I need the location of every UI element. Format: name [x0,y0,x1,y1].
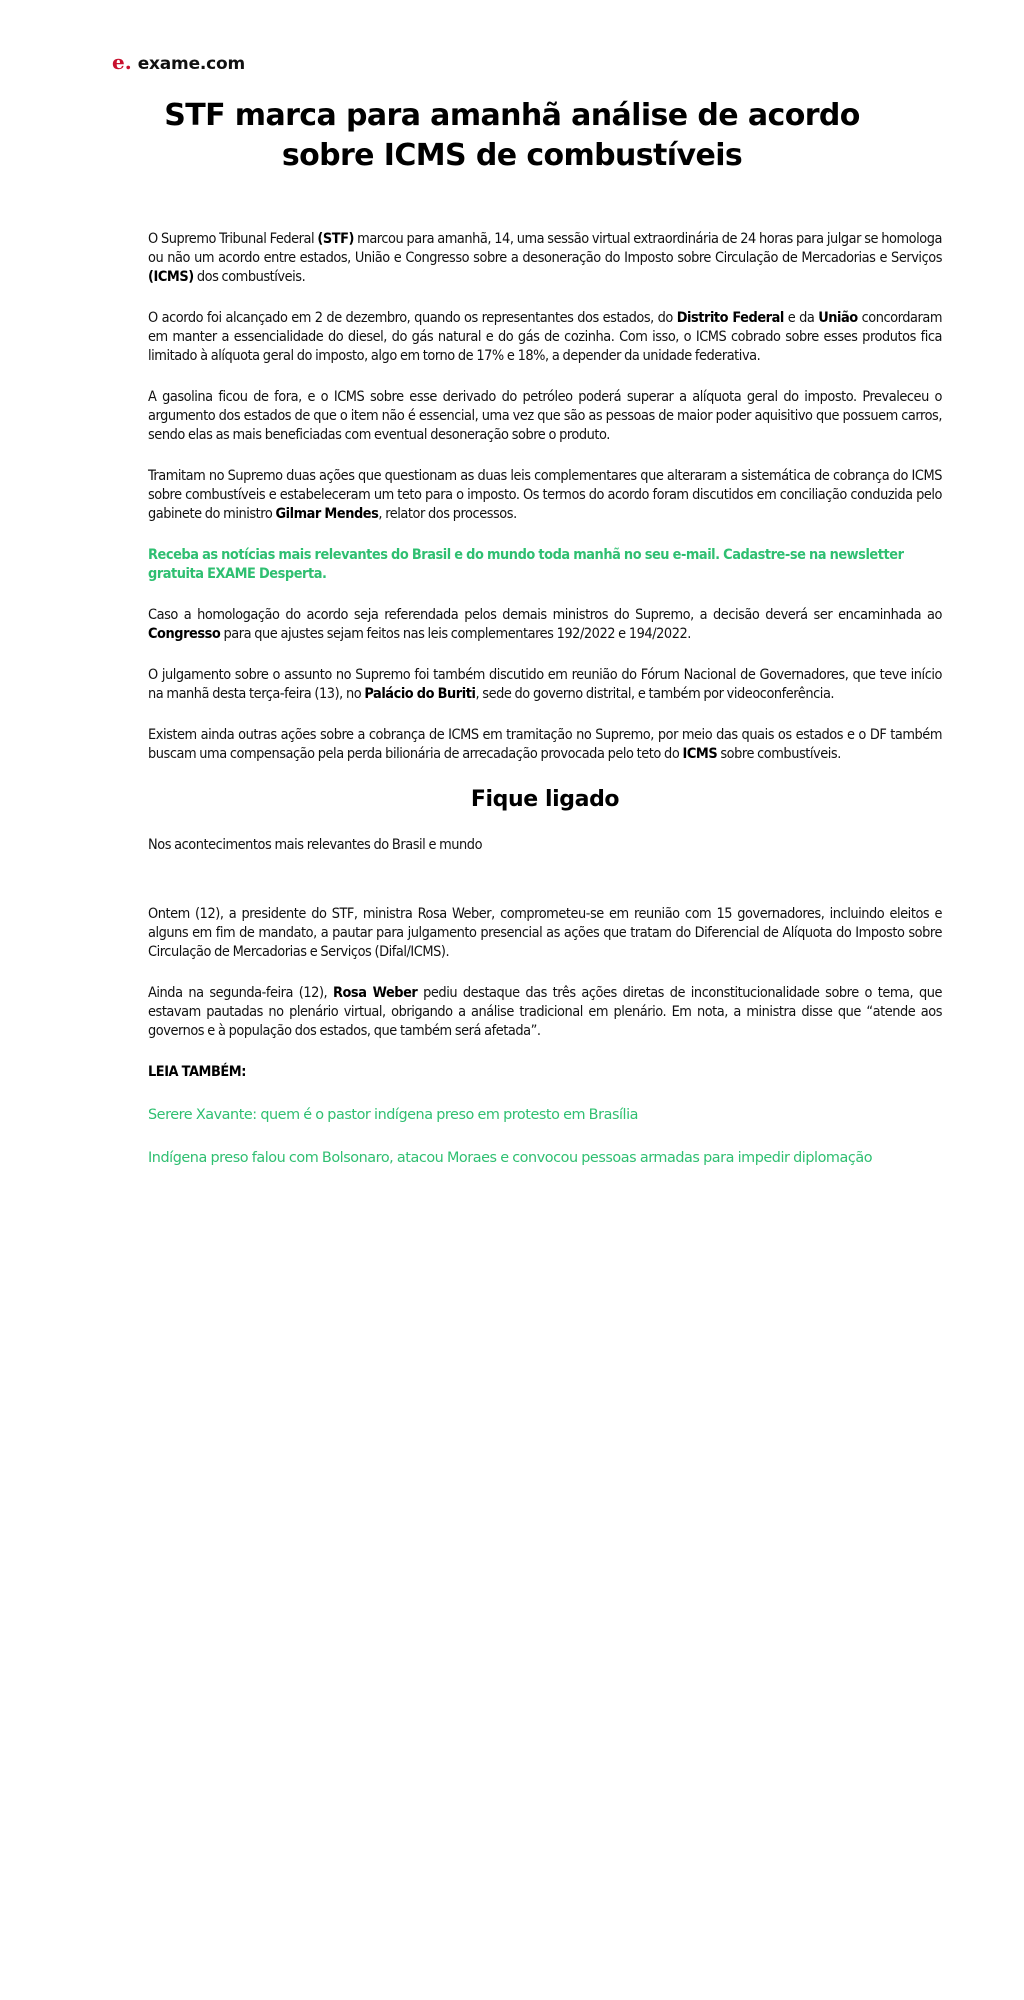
article-paragraph [148,467,942,524]
bold-text: Congresso [148,626,221,642]
article-paragraph [148,309,942,366]
text-run: e da [783,310,819,326]
article-paragraph [148,726,942,764]
article-paragraph [148,905,942,962]
bold-text: Gilmar Mendes [275,506,379,522]
article-paragraph [148,984,942,1041]
bold-text: Rosa Weber [332,985,418,1001]
paragraph-group-3 [148,905,942,1041]
article-paragraph [148,230,942,287]
related-link[interactable]: Indígena preso falou com Bolsonaro, atacou Moraes e convocou pessoas armadas para impedir diplomação [148,1150,873,1166]
article-paragraph [148,606,942,644]
bold-text: ICMS [682,746,718,762]
paragraph-group-1 [148,230,942,524]
text-run: A gasolina ficou de fora, e o ICMS sobre esse derivado do petróleo poderá superar a alíquota geral do imposto. Prevaleceu o argumento dos estados de que o item não é essencial, uma vez que são as pessoas de maior poder aquisitivo que possuem carros, sendo elas as mais beneficiadas com eventual desoneração sobre o produto. [148,389,942,443]
site-logo[interactable] [112,52,245,74]
paragraph-group-2 [148,606,942,764]
text-run: Tramitam no Supremo duas ações que questionam as duas leis complementares que alteraram a sistemática de cobrança do ICMS sobre combustíveis e estabeleceram um teto para o imposto. Os termos do acordo foram discutidos em conciliação conduzida pelo gabinete do ministro [148,468,942,522]
bold-text: Distrito Federal [676,310,784,326]
text-run: concordaram em manter a essencialidade do diesel, do gás natural e do gás de cozinha. Com isso, o ICMS cobrado sobre esses produtos fica limitado à alíquota geral do imposto, algo em torno de 17% e 18%, a depender da unidade federativa. [148,310,942,364]
bold-text: União [818,310,858,326]
bold-text: Palácio do Buriti [364,686,476,702]
text-run: dos combustíveis. [193,269,306,285]
bold-text: (ICMS) [148,269,194,285]
article-title: STF marca para amanhã análise de acordo sobre ICMS de combustíveis [164,98,860,173]
section-heading: Fique ligado [470,787,620,812]
text-run: marcou para amanhã, 14, uma sessão virtual extraordinária de 24 horas para julgar se homologa ou não um acordo entre estados, União e Congresso sobre a desoneração do Imposto sobre Circulação de Mercadorias e Serviços [148,231,942,266]
text-run: para que ajustes sejam feitos nas leis complementares 192/2022 e 194/2022. [220,626,691,642]
logo-text: exame.com [137,54,246,74]
text-run: Ainda na segunda-feira (12), [148,985,333,1001]
bold-text: (STF) [317,231,354,247]
newsletter-cta-link[interactable]: Receba as notícias mais relevantes do Brasil e do mundo toda manhã no seu e-mail. Cadastre-se na newsletter gratuita EXAME Desperta. [148,547,904,582]
text-run: Ontem (12), a presidente do STF, ministra Rosa Weber, comprometeu-se em reunião com 15 governadores, incluindo eleitos e alguns em fim de mandato, a pautar para julgamento presencial as ações que tratam do Diferencial de Alíquota do Imposto sobre Circulação de Mercadorias e Serviços (Difal/ICMS). [148,906,942,960]
logo-mark-icon: e. [112,50,132,74]
related-link[interactable]: Serere Xavante: quem é o pastor indígena preso em protesto em Brasília [148,1107,639,1123]
text-run: , relator dos processos. [378,506,517,522]
read-also-label: LEIA TAMBÉM: [148,1064,246,1080]
text-run: Caso a homologação do acordo seja referendada pelos demais ministros do Supremo, a decisão deverá ser encaminhada ao [148,607,942,623]
text-run: , sede do governo distrital, e também por videoconferência. [475,686,835,702]
text-run: O acordo foi alcançado em 2 de dezembro, quando os representantes dos estados, do [148,310,677,326]
article-paragraph [148,666,942,704]
text-run: sobre combustíveis. [717,746,841,762]
article-body [148,230,942,1192]
text-run: pediu destaque das três ações diretas de inconstitucionalidade sobre o tema, que estavam pautadas no plenário virtual, obrigando a análise tradicional em plenário. Em nota, a ministra disse que “atende aos governos e à população dos estados, que também será afetada”. [148,985,942,1039]
text-run: Existem ainda outras ações sobre a cobrança de ICMS em tramitação no Supremo, por meio das quais os estados e o DF também buscam uma compensação pela perda bilionária de arrecadação provocada pelo teto do [148,727,942,762]
section-subtitle: Nos acontecimentos mais relevantes do Brasil e mundo [148,837,483,853]
article-paragraph [148,388,942,445]
text-run: O julgamento sobre o assunto no Supremo foi também discutido em reunião do Fórum Nacional de Governadores, que teve início na manhã desta terça-feira (13), no [148,667,942,702]
text-run: O Supremo Tribunal Federal [148,231,318,247]
